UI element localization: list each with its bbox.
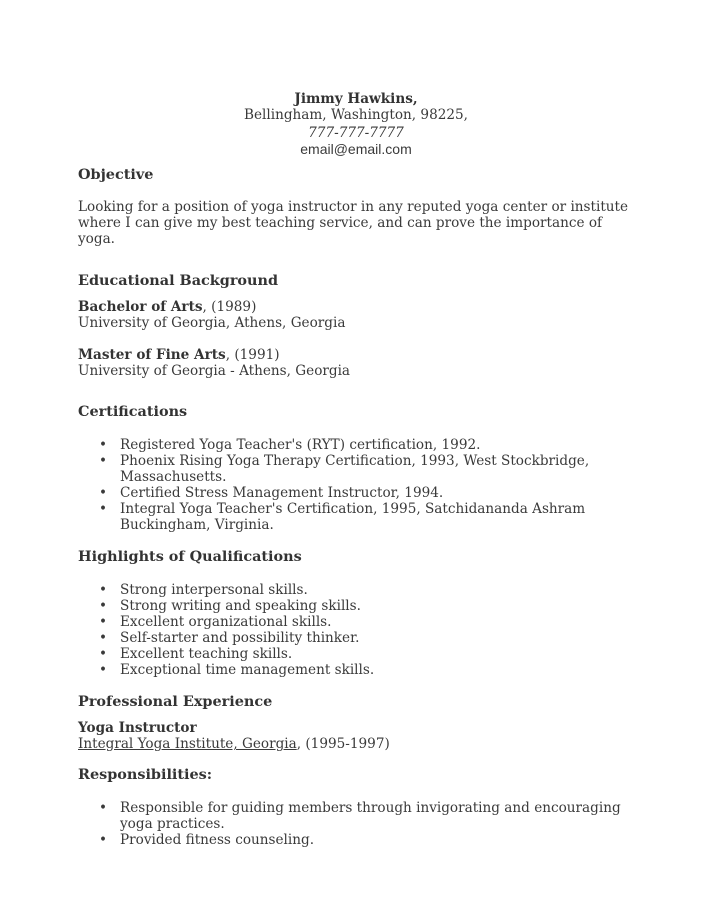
employer-name: Integral Yoga Institute, Georgia <box>78 736 297 752</box>
list-item-text: Integral Yoga Teacher's Certification, 1995, Satchidananda Ashram Buckingham, Virginia. <box>120 501 586 533</box>
bullet-icon: • <box>99 437 108 453</box>
resume-header <box>74 91 638 157</box>
certifications-heading: Certifications <box>78 403 188 420</box>
highlights-heading: Highlights of Qualifications <box>78 548 302 565</box>
list-item <box>99 832 638 848</box>
list-item-text: Phoenix Rising Yoga Therapy Certification, 1993, West Stockbridge, Massachusetts. <box>120 453 590 485</box>
candidate-phone: 777-777-7777 <box>308 125 404 141</box>
highlights-list <box>78 582 638 678</box>
job-years: , (1995-1997) <box>296 736 390 752</box>
bullet-icon: • <box>99 485 108 501</box>
list-item-text: Strong writing and speaking skills. <box>120 598 361 614</box>
list-item <box>99 646 638 662</box>
job-title: Yoga Instructor <box>78 720 197 736</box>
degree-line <box>78 347 638 363</box>
degree-school: University of Georgia, Athens, Georgia <box>78 315 346 331</box>
education-heading: Educational Background <box>78 272 279 289</box>
objective-text: Looking for a position of yoga instructor in any reputed yoga center or institute where I can give my best teaching service, and can prove the importance of yoga. <box>78 199 629 247</box>
candidate-name: Jimmy Hawkins, <box>294 91 418 107</box>
list-item <box>99 662 638 678</box>
bullet-icon: • <box>99 800 108 816</box>
degree-line <box>78 299 638 315</box>
certifications-list <box>78 437 638 533</box>
degree-item <box>78 299 638 331</box>
list-item <box>99 485 638 501</box>
list-item <box>99 582 638 598</box>
candidate-email: email@email.com <box>300 141 412 157</box>
degree-title: Master of Fine Arts <box>78 347 226 363</box>
list-item <box>99 614 638 630</box>
list-item-text: Provided fitness counseling. <box>120 832 315 848</box>
candidate-address: Bellingham, Washington, 98225, <box>244 107 468 123</box>
job-employer-line <box>78 736 638 752</box>
list-item <box>99 453 638 485</box>
list-item-text: Self-starter and possibility thinker. <box>120 630 360 646</box>
list-item-text: Registered Yoga Teacher's (RYT) certification, 1992. <box>120 437 481 453</box>
bullet-icon: • <box>99 832 108 848</box>
resume-document <box>78 91 638 848</box>
list-item <box>99 800 638 832</box>
responsibilities-heading: Responsibilities: <box>78 766 213 783</box>
list-item <box>99 598 638 614</box>
bullet-icon: • <box>99 598 108 614</box>
bullet-icon: • <box>99 662 108 678</box>
list-item-text: Excellent organizational skills. <box>120 614 332 630</box>
list-item <box>99 437 638 453</box>
list-item-text: Responsible for guiding members through invigorating and encouraging yoga practices. <box>120 800 621 832</box>
degree-title: Bachelor of Arts <box>78 299 203 315</box>
list-item-text: Excellent teaching skills. <box>120 646 293 662</box>
job-item <box>78 720 638 752</box>
degree-school: University of Georgia - Athens, Georgia <box>78 363 351 379</box>
degree-year: , (1989) <box>202 299 257 315</box>
list-item-text: Certified Stress Management Instructor, 1994. <box>120 485 444 501</box>
bullet-icon: • <box>99 501 108 517</box>
bullet-icon: • <box>99 582 108 598</box>
bullet-icon: • <box>99 453 108 469</box>
bullet-icon: • <box>99 614 108 630</box>
degree-item <box>78 347 638 379</box>
objective-heading: Objective <box>78 166 154 183</box>
list-item-text: Strong interpersonal skills. <box>120 582 308 598</box>
experience-heading: Professional Experience <box>78 693 273 710</box>
bullet-icon: • <box>99 630 108 646</box>
list-item <box>99 501 638 533</box>
list-item-text: Exceptional time management skills. <box>120 662 375 678</box>
degree-year: , (1991) <box>225 347 280 363</box>
responsibilities-list <box>78 800 638 848</box>
list-item <box>99 630 638 646</box>
bullet-icon: • <box>99 646 108 662</box>
